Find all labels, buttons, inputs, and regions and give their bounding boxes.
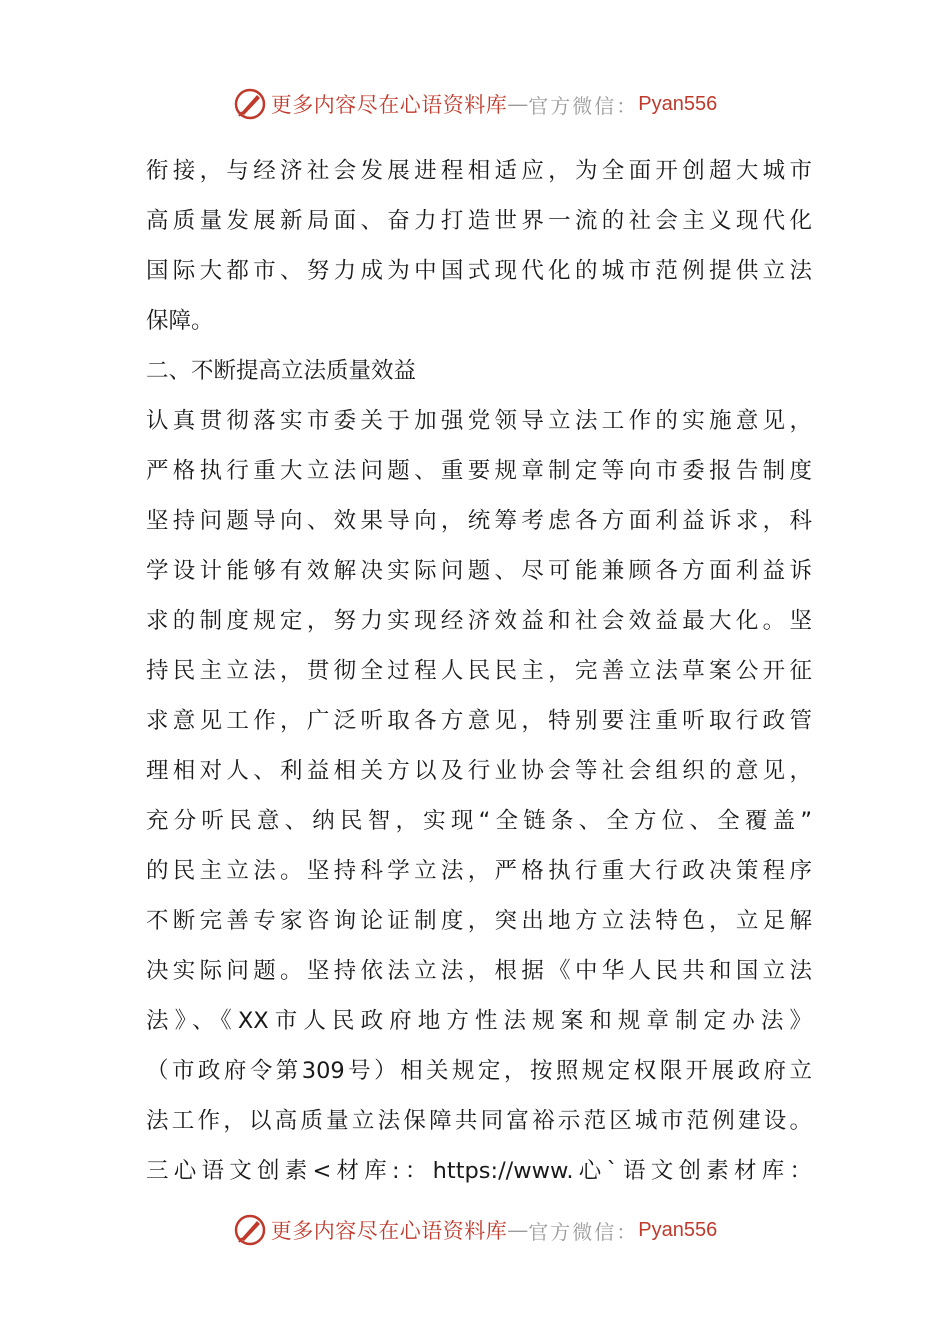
text-line: 决实际问题。坚持依法立法，根据《中华人民共和国立法: [146, 958, 812, 984]
quill-pen-logo-icon: [233, 87, 267, 121]
text-line: 严格执行重大立法问题、重要规章制定等向市委报告制度: [146, 458, 812, 484]
text-line: 学设计能够有效解决实际问题、尽可能兼顾各方面利益诉: [146, 558, 812, 584]
text-line: 法》、《XX市人民政府地方性法规案和规章制定办法》: [146, 1008, 812, 1034]
text-line: 持民主立法，贯彻全过程人民民主，完善立法草案公开征: [146, 658, 812, 684]
section-heading: 二、不断提高立法质量效益: [146, 358, 417, 384]
text-line: 衔接，与经济社会发展进程相适应，为全面开创超大城市: [146, 158, 812, 184]
text-line: 认真贯彻落实市委关于加强党领导立法工作的实施意见，: [146, 408, 812, 434]
text-line: 坚持问题导向、效果导向，统筹考虑各方面利益诉求，科: [146, 508, 812, 534]
text-line: 法工作，以高质量立法保障共同富裕示范区城市范例建设。: [146, 1108, 812, 1134]
text-line: 求意见工作，广泛听取各方意见，特别要注重听取行政管: [146, 708, 812, 734]
header-wechat-id: Pyan556: [638, 92, 718, 115]
text-line: 的民主立法。坚持科学立法，严格执行重大行政决策程序: [146, 858, 812, 884]
text-line: 三心语文创素<材库:：https://www.心`语文创素材库：: [146, 1158, 812, 1184]
header-tagline: 更多内容尽在心语资料库: [270, 93, 508, 117]
footer-dash: —: [507, 1218, 529, 1242]
text-line: 保障。: [146, 308, 214, 334]
document-body: [146, 146, 812, 1196]
text-line: 理相对人、利益相关方以及行业协会等社会组织的意见，: [146, 758, 812, 784]
footer-official-label: 官方微信：: [528, 1219, 639, 1244]
text-line: 高质量发展新局面、奋力打造世界一流的社会主义现代化: [146, 208, 812, 234]
text-line: 国际大都市、努力成为中国式现代化的城市范例提供立法: [146, 258, 812, 284]
quill-pen-logo-icon: [233, 1213, 267, 1247]
footer-tagline: 更多内容尽在心语资料库: [270, 1219, 508, 1243]
text-line: 不断完善专家咨询论证制度，突出地方立法特色，立足解: [146, 908, 812, 934]
text-line: （市政府令第309号）相关规定，按照规定权限开展政府立: [146, 1058, 812, 1084]
header-dash: —: [507, 92, 529, 116]
footer-banner: [0, 1208, 950, 1252]
text-line: 充分听民意、纳民智，实现“全链条、全方位、全覆盖”: [146, 808, 812, 834]
header-banner: [0, 82, 950, 126]
header-official-label: 官方微信：: [528, 93, 639, 118]
text-line: 求的制度规定，努力实现经济效益和社会效益最大化。坚: [146, 608, 812, 634]
footer-wechat-id: Pyan556: [638, 1218, 718, 1241]
